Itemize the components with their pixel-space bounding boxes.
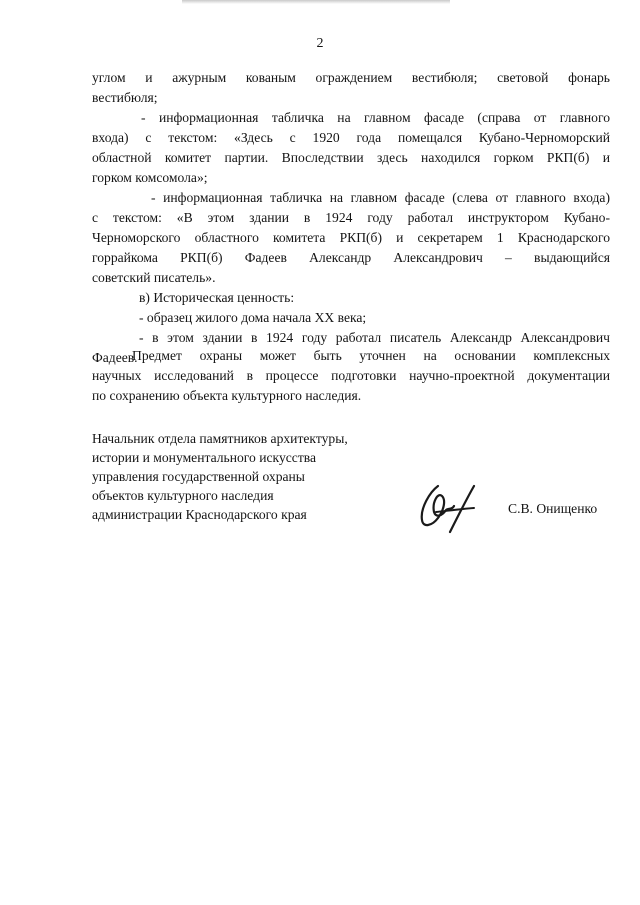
plaque-left-line: советский писатель». [92,270,216,285]
signatory-title-line: администрации Краснодарского края [92,507,307,522]
plaque-left-line: Черноморского областного комитета РКП(б) и секретарем 1 Краснодарского [92,230,610,245]
body-line: углом и ажурным кованым ограждением вестибюля; световой фонарь [92,70,610,85]
signatory-title-line: управления государственной охраны [92,469,305,484]
signatory-title [92,429,402,524]
document-body [92,68,610,368]
signatory-title-line: Начальник отдела памятников архитектуры, [92,431,348,446]
plaque-right-line: областной комитет партии. Впоследствии здесь находился горком РКП(б) и [92,150,610,165]
plaque-right-line: входа) с текстом: «Здесь с 1920 года помещался Кубано-Черноморский [92,130,610,145]
body-line: вестибюля; [92,90,158,105]
plaque-left-line: с текстом: «В этом здании в 1924 году работал инструктором Кубано- [92,210,610,225]
signatory-title-line: объектов культурного наследия [92,488,274,503]
page-number: 2 [316,36,324,51]
plaque-right-line: горком комсомола»; [92,170,208,185]
handwritten-signature [408,478,490,534]
scan-edge-mark [182,0,450,4]
plaque-left-line: горрайкома РКП(б) Фадеев Александр Александрович – выдающийся [92,250,610,265]
historical-item: - в этом здании в 1924 году работал писатель Александр Александрович [139,330,610,345]
historical-item: - образец жилого дома начала XX века; [139,310,367,325]
subject-line: Предмет охраны может быть уточнен на основании комплексных [132,348,610,363]
subject-line: по сохранению объекта культурного наследия. [92,388,362,403]
plaque-right-line: - информационная табличка на главном фасаде (справа от главного [141,110,610,125]
signer-name: С.В. Онищенко [508,501,598,516]
subject-line: научных исследований в процессе подготовки научно-проектной документации [92,368,610,383]
plaque-left-line: - информационная табличка на главном фасаде (слева от главного входа) [151,190,610,205]
subject-paragraph [92,346,610,406]
historical-heading: в) Историческая ценность: [139,290,295,305]
historical-item-continuation: Фадеев. [92,350,138,365]
signatory-title-line: истории и монументального искусства [92,450,317,465]
